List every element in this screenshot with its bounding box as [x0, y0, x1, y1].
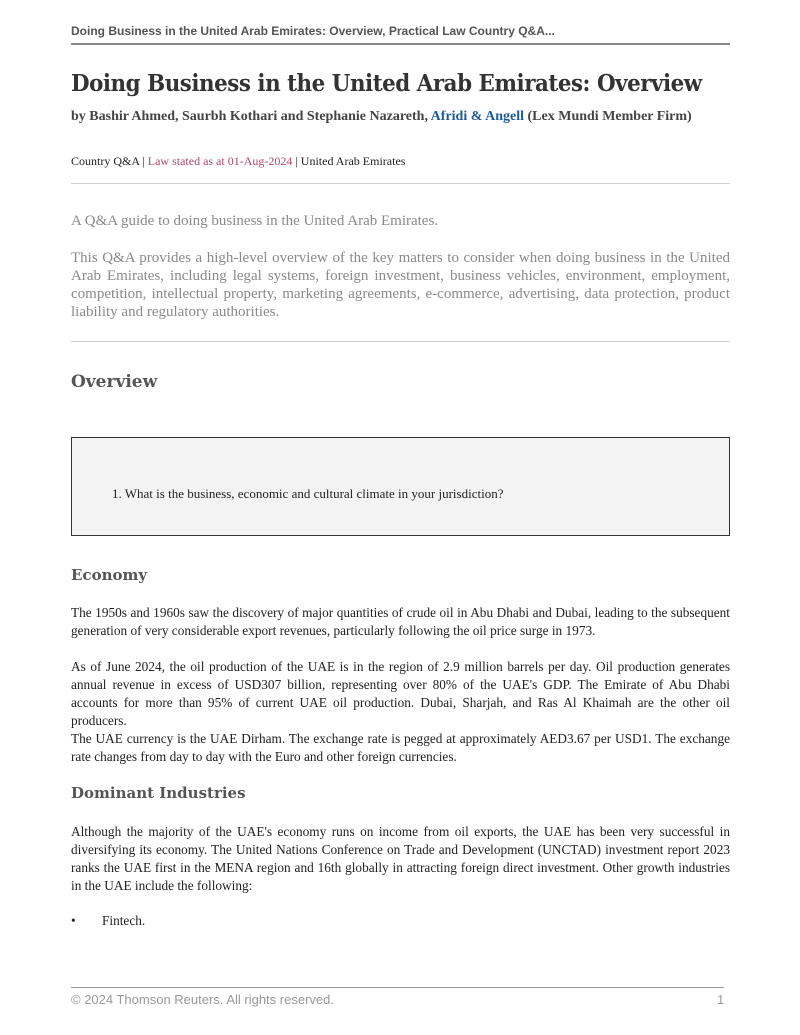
meta-type: Country Q&A — [71, 154, 140, 168]
document-title: Doing Business in the United Arab Emirates: Overview — [71, 70, 702, 97]
industries-paragraph: Although the majority of the UAE's economy runs on income from oil exports, the UAE has been very successful in diversifying its economy. The United Nations Conference on Trade and Development (UNCTAD) investment report 2023 ranks the UAE first in the MENA region and 16th globally in attracting foreign direct investment. Other growth industries in the UAE include the following: — [71, 824, 730, 893]
question-text[interactable]: 1. What is the business, economic and cultural climate in your jurisdiction? — [112, 486, 504, 501]
running-header: Doing Business in the United Arab Emirates: Overview, Practical Law Country Q&A... — [71, 24, 555, 38]
question-box — [71, 437, 730, 536]
economy-paragraph: As of June 2024, the oil production of the UAE is in the region of 2.9 million barrels per day. Oil production generates annual revenue in excess of USD307 billion, representing over 80% of the UAE's GDP. The Emirate of Abu Dhabi accounts for more than 95% of current UAE oil production. Dubai, Sharjah, and Ras Al Khaimah are the other oil producers. — [71, 659, 730, 728]
byline — [71, 109, 751, 125]
footer-divider — [71, 987, 724, 988]
firm-link[interactable]: Afridi & Angell — [430, 109, 525, 124]
list-item-text: Fintech. — [102, 913, 146, 928]
overview-heading: Overview — [71, 372, 158, 392]
dominant-industries-heading: Dominant Industries — [71, 784, 246, 802]
law-stated-date: Law stated as at 01-Aug-2024 — [147, 154, 293, 168]
copyright-text: © 2024 Thomson Reuters. All rights reserved. — [71, 992, 334, 1007]
intro-text: A Q&A guide to doing business in the United Arab Emirates. — [71, 213, 439, 229]
bullet-marker: • — [71, 913, 76, 928]
economy-paragraph: The 1950s and 1960s saw the discovery of major quantities of crude oil in Abu Dhabi and Dubai, leading to the subsequent generation of very considerable export revenues, particularly following the oil price surge in 1973. — [71, 605, 730, 638]
economy-paragraph: The UAE currency is the UAE Dirham. The exchange rate is pegged at approximately AED3.67 per USD1. The exchange rate changes from day to day with the Euro and other foreign currencies. — [71, 731, 730, 764]
divider — [71, 183, 730, 184]
economy-heading: Economy — [71, 566, 148, 584]
summary-text: This Q&A provides a high-level overview of the key matters to consider when doing business in the United Arab Emirates, including legal systems, foreign investment, business vehicles, environment, employment, competition, intellectual property, marketing agreements, e-commerce, advertising, data protection, product liability and regulatory authorities. — [71, 250, 730, 320]
page-number: 1 — [717, 992, 725, 1007]
document-meta — [71, 154, 730, 169]
meta-separator: | — [139, 154, 148, 168]
header-divider — [71, 43, 730, 45]
meta-jurisdiction: United Arab Emirates — [300, 154, 406, 168]
byline-suffix: (Lex Mundi Member Firm) — [524, 109, 692, 124]
meta-separator: | — [292, 154, 301, 168]
byline-authors: by Bashir Ahmed, Saurbh Kothari and Stephanie Nazareth, — [71, 109, 431, 124]
divider — [71, 341, 730, 342]
